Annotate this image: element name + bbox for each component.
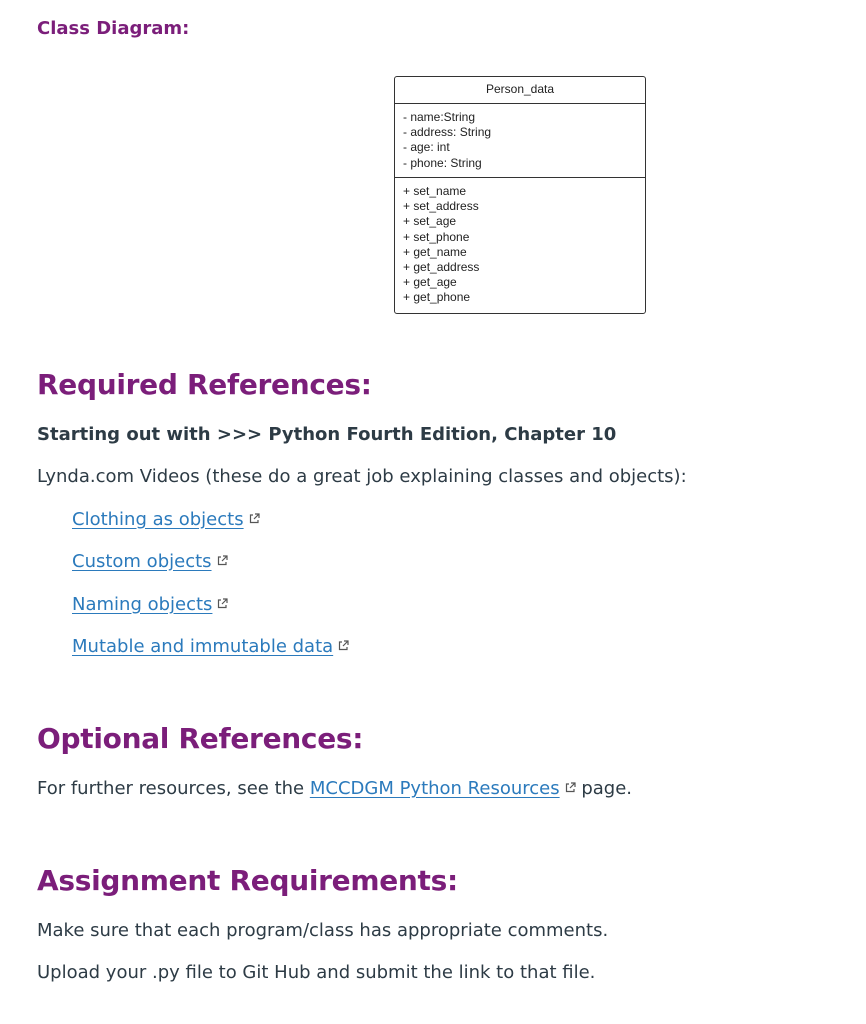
required-book: Starting out with >>> Python Fourth Edition, Chapter 10	[37, 424, 617, 445]
required-references-heading: Required References:	[37, 368, 372, 401]
assignment-requirements-heading: Assignment Requirements:	[37, 864, 458, 897]
lynda-intro: Lynda.com Videos (these do a great job explaining classes and objects):	[37, 466, 687, 487]
class-diagram-title: Class Diagram:	[37, 18, 190, 39]
uml-method: + get_address	[403, 260, 480, 275]
link-mutable-immutable-data[interactable]: Mutable and immutable data	[72, 636, 334, 657]
uml-attribute: - address: String	[403, 125, 492, 140]
reference-link-item	[72, 551, 228, 573]
reference-link-item	[72, 636, 349, 658]
uml-attribute: - name:String	[403, 110, 476, 124]
uml-class-diagram	[394, 76, 646, 314]
reference-link-item	[72, 509, 260, 531]
link-custom-objects[interactable]: Custom objects	[72, 551, 212, 572]
uml-attribute: - phone: String	[403, 155, 482, 170]
uml-method: + set_address	[403, 199, 479, 214]
external-link-icon	[565, 777, 576, 798]
optional-text-after: page.	[575, 778, 633, 799]
link-naming-objects[interactable]: Naming objects	[72, 594, 213, 615]
uml-method: + get_age	[403, 275, 457, 290]
uml-method: + set_phone	[403, 229, 470, 244]
external-link-icon	[338, 635, 349, 656]
external-link-icon	[217, 550, 228, 571]
uml-attributes	[395, 104, 645, 178]
uml-class-name: Person_data	[395, 77, 645, 104]
uml-method: + get_phone	[403, 290, 471, 305]
external-link-icon	[249, 508, 260, 529]
uml-methods	[395, 178, 645, 306]
external-link-icon	[217, 593, 228, 614]
uml-method: + set_name	[403, 184, 467, 198]
uml-method: + set_age	[403, 214, 457, 229]
link-mccdgm-python-resources[interactable]: MCCDGM Python Resources	[309, 778, 560, 799]
assignment-line-1: Make sure that each program/class has appropriate comments.	[37, 920, 609, 941]
optional-references-heading: Optional References:	[37, 722, 364, 755]
reference-link-item	[72, 594, 228, 616]
optional-text-before: For further resources, see the	[37, 778, 310, 799]
uml-method: + get_name	[403, 244, 467, 259]
link-clothing-as-objects[interactable]: Clothing as objects	[72, 509, 244, 530]
uml-attribute: - age: int	[403, 140, 450, 155]
optional-resources-text	[37, 778, 632, 800]
assignment-line-2: Upload your .py file to Git Hub and submit the link to that file.	[37, 962, 596, 983]
